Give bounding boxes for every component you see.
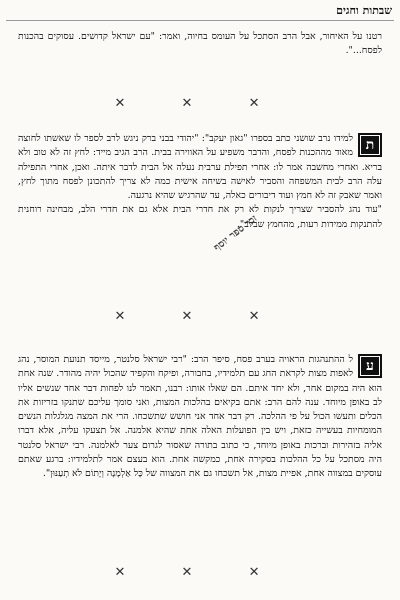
running-header: שבתות וחגים <box>336 4 392 17</box>
paragraph: "עוד נהג להסביר שצריך לנקות לא רק את חדרי הבית אלא גם את חדרי הלב, מבחינה רוחנית להתנקות ממידות רעות, מהחמץ שבלב". <box>18 204 382 230</box>
paragraph: רטנו על האיחור, אבל הרב הסתכל על העומס בחיוה, ואמר: "עם ישראל קדושים. עסוקים בהכנות לפסח...". <box>18 31 382 57</box>
paragraph: למידו נרב שושני כתב בספרו "גאון יעקב": "יהודי בבני ברק ניגש לרב לספר לו שאשתו לחוצה מאוד מההכנות לפסח, והדבר משפיע על האווירה בבית. הרב הגיב מייד: לחץ זה לא טוב ולא בריא. ואחרי מחשבה אמר לו: אחרי תפילת ערבית נעלה אל הבית לדבר איתה. ואכן, אחרי התפילה עלה הרב לבית המשפחה והסביר לאישה בשיחה אישית כמה לא צריך להתכונן לפסח מתוך לחץ, ואמר שאבק זה לא חמץ ועוד דיבורים כאלה, עד שהרגיש שהיא נרגעה. <box>18 133 382 202</box>
drop-cap-letter: ת <box>358 133 382 157</box>
paragraph: ל ההתנהגות הראויה בערב פסח, סיפר הרב: "רבי ישראל סלנטר, מייסד תנועת המוסר, נהג לאפות מצות לקראת החג עם תלמידיו, בחבורה, ופיקח והקפיד שהכול יהיה מהודר. שנה אחת הוא היה במקום אחר, ולא יחד איתם. הם שאלו אותו: רבנו, תאמר לנו לפחות דבר אחד שנשים אליו לב באופן מיוחד. ענה להם הרב: אתם בקיאים בהלכות המצות, ואני סומך עליכם שתנקו בזריזות את הכלים ותעשו הכול על פי ההלכה. רק דבר אחד אני חושש שתשכחו. הרי את המצה מגלגלות הנשים המומחיות בעשייה כזאת, ויש בין הפועלות האלה אחת שהיא אלמנה. אל תצעקו עליה, אלא דברו אליה בזהירות וברכות באופן מיוחד, כי כתוב בתורה שאסור לגרום צער לאלמנה. רבי ישראל סלנטר היה מסתכל על כל ההלכות בסקירה אחת, כמקשה אחת. הוא בעצם אמר לתלמידיו: ברגע שאתם עוסקים במצווה אחת, אפיית מצות, אל תשכחו גם את המצווה של כָּל אַלְמָנָה וְיָתוֹם לֹא תְעַנּוּן". <box>18 354 382 480</box>
library-stamp: זכר ספר יוסף <box>212 213 260 254</box>
header-divider <box>6 20 394 21</box>
section-separator: ✕ ✕ ✕ <box>114 96 286 111</box>
drop-cap-letter: ע <box>358 354 382 378</box>
text-block-story-1 <box>18 132 382 232</box>
section-separator: ✕ ✕ ✕ <box>114 565 286 580</box>
text-block-intro <box>18 30 382 59</box>
section-separator: ✕ ✕ ✕ <box>114 309 286 324</box>
text-block-story-2 <box>18 353 382 482</box>
